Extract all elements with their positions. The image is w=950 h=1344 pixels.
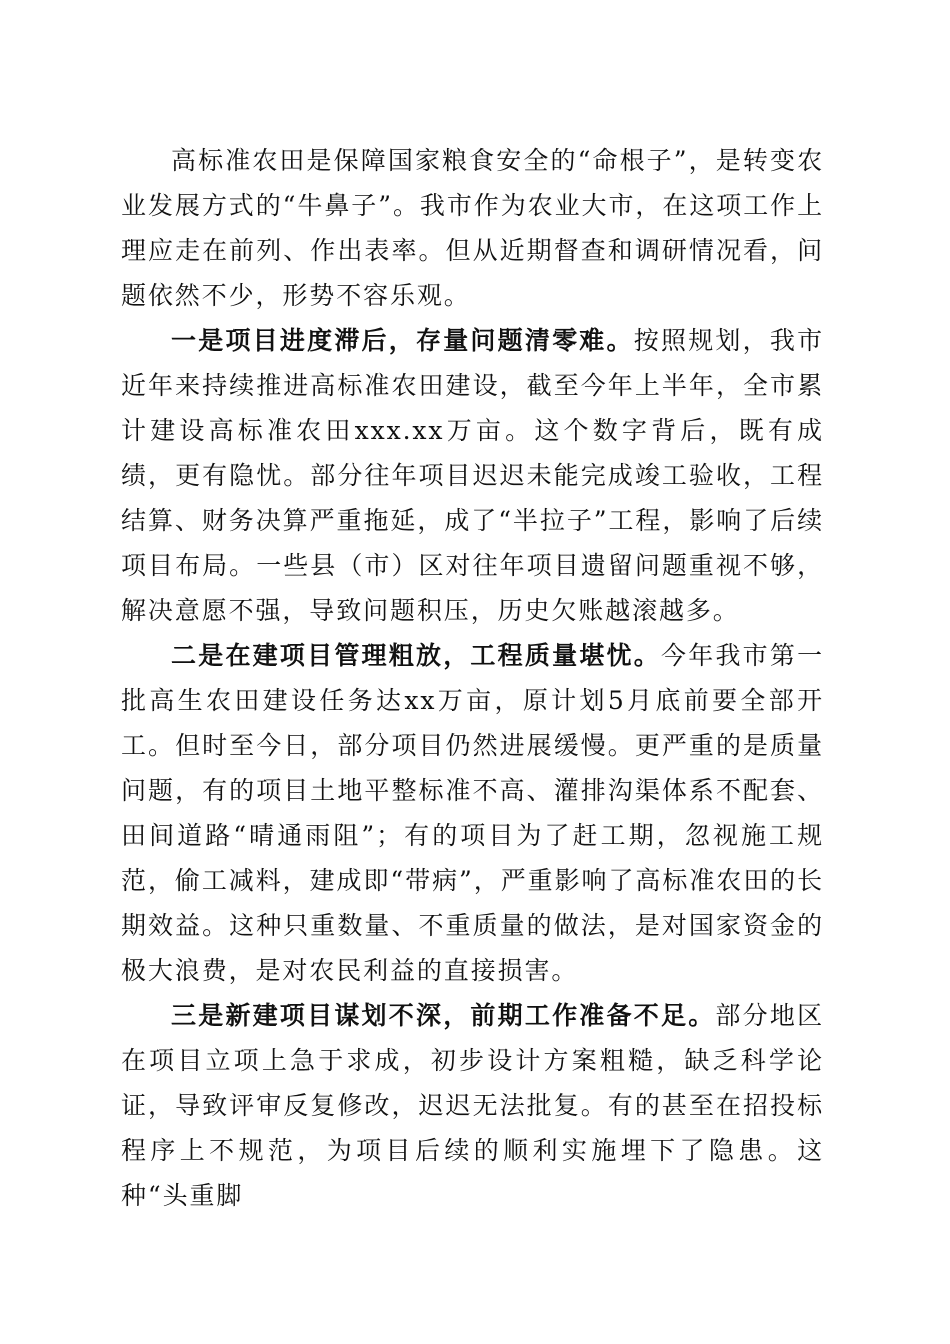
paragraph-text: 高标准农田是保障国家粮食安全的“命根子”，是转变农业发展方式的“牛鼻子”。我市作为农业大市，在这项工作上理应走在前列、作出表率。但从近期督查和调研情况看，问题依然不少，形势不容乐观。	[121, 146, 824, 310]
paragraph-intro	[121, 138, 824, 318]
paragraph-lead: 一是项目进度滞后，存量问题清零难。	[171, 326, 634, 355]
paragraph-issue-one	[121, 318, 824, 633]
paragraph-issue-two	[121, 633, 824, 993]
paragraph-lead: 三是新建项目谋划不深，前期工作准备不足。	[171, 1001, 716, 1030]
paragraph-issue-three	[121, 993, 824, 1218]
paragraph-text: 今年我市第一批高生农田建设任务达xx万亩，原计划5月底前要全部开工。但时至今日，部分项目仍然进展缓慢。更严重的是质量问题，有的项目土地平整标准不高、灌排沟渠体系不配套、田间道路“晴通雨阻”；有的项目为了赶工期，忽视施工规范，偷工减料，建成即“带病”，严重影响了高标准农田的长期效益。这种只重数量、不重质量的做法，是对国家资金的极大浪费，是对农民利益的直接损害。	[121, 641, 825, 985]
paragraph-text: 部分地区在项目立项上急于求成，初步设计方案粗糙，缺乏科学论证，导致评审反复修改，迟迟无法批复。有的甚至在招投标程序上不规范，为项目后续的顺利实施埋下了隐患。这种“头重脚	[121, 1001, 824, 1210]
paragraph-text: 按照规划，我市近年来持续推进高标准农田建设，截至今年上半年，全市累计建设高标准农田xxx.xx万亩。这个数字背后，既有成绩，更有隐忧。部分往年项目迟迟未能完成竣工验收，工程结算、财务决算严重拖延，成了“半拉子”工程，影响了后续项目布局。一些县（市）区对往年项目遗留问题重视不够，解决意愿不强，导致问题积压，历史欠账越滚越多。	[121, 326, 824, 625]
document-body	[121, 138, 824, 1218]
paragraph-lead: 二是在建项目管理粗放，工程质量堪忧。	[171, 641, 661, 670]
